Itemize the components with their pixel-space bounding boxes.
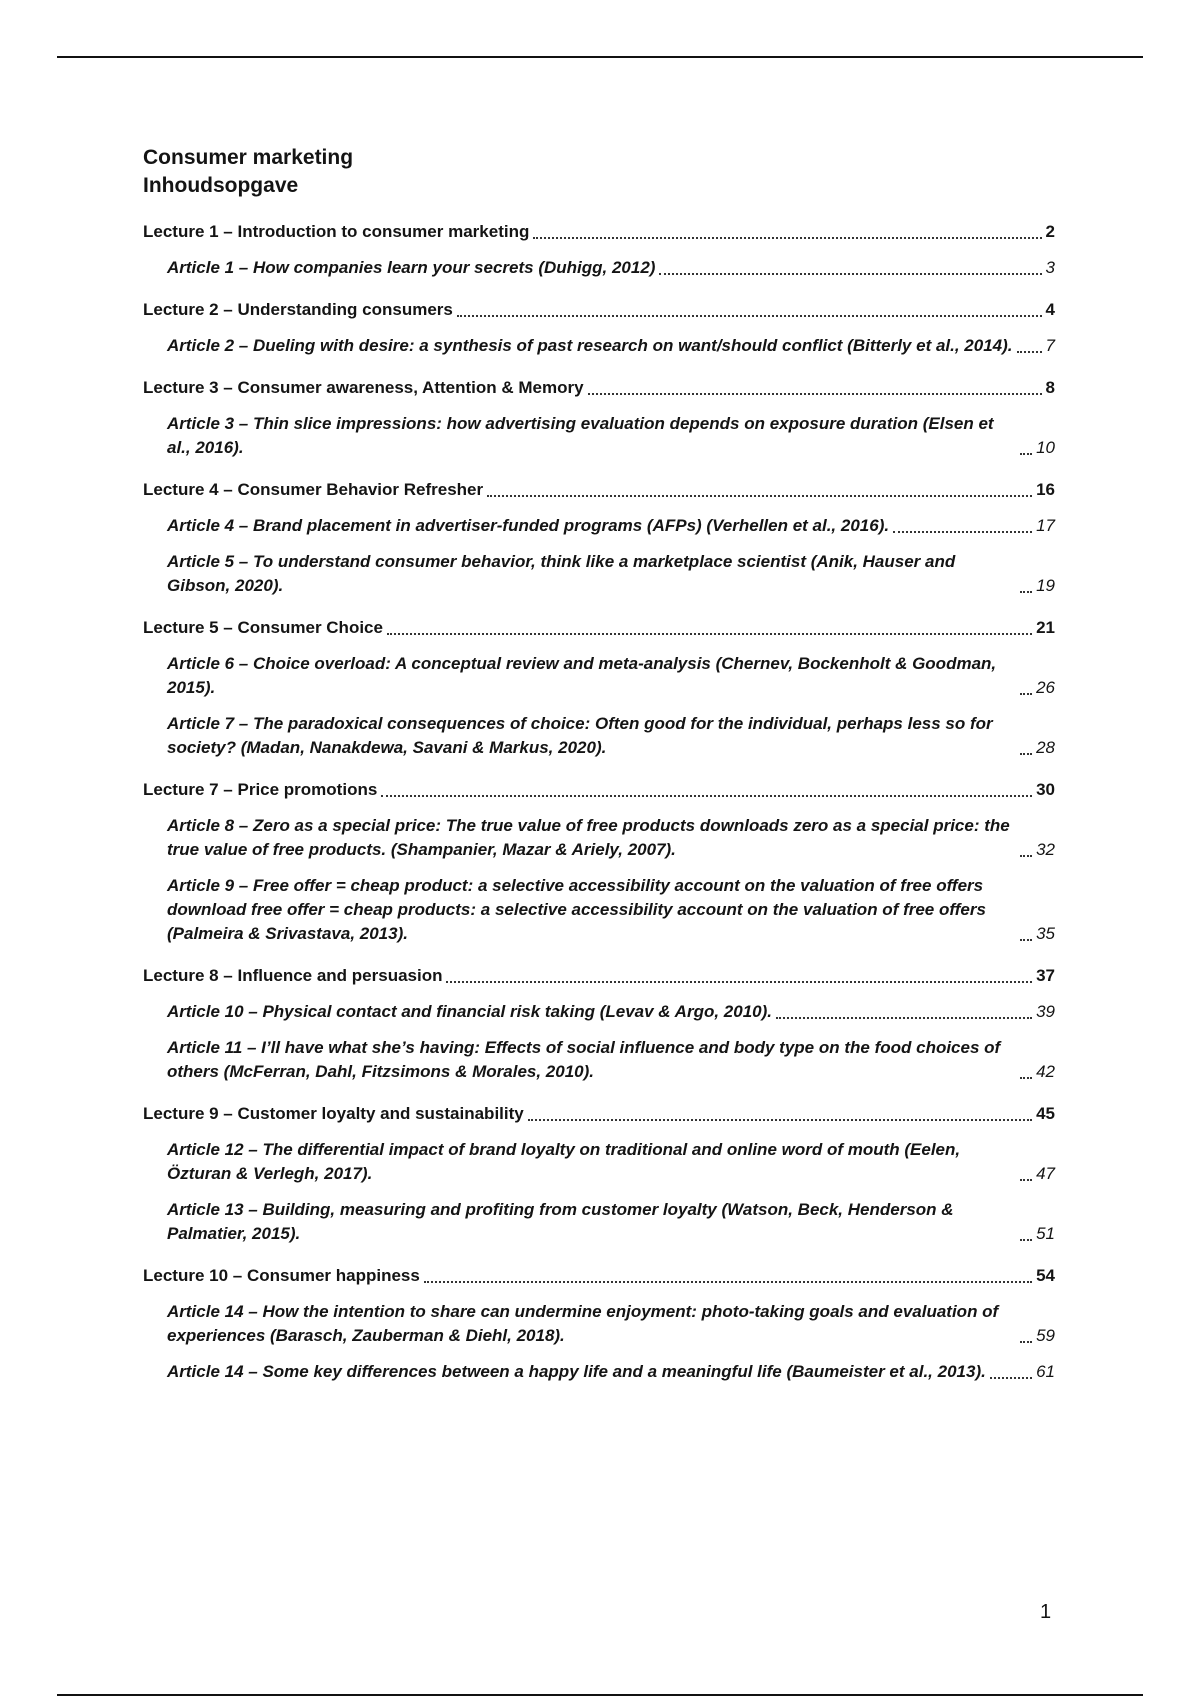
dot-leader [528,1119,1032,1121]
dot-leader [1017,351,1042,353]
toc-entry-title: Article 14 – Some key differences between a happy life and a meaningful life (Baumeister et al., 2013). [167,1362,986,1381]
toc-article-entry[interactable] [143,814,1055,862]
toc-entry-title: Lecture 1 – Introduction to consumer marketing [143,222,530,241]
dot-leader [487,495,1032,497]
toc-entry-title: Lecture 5 – Consumer Choice [143,618,383,637]
toc-lecture-entry[interactable] [143,616,1055,640]
toc-entry-page: 54 [1036,1266,1055,1285]
toc-article-entry[interactable] [143,1000,1055,1024]
toc-article-entry[interactable] [143,1360,1055,1384]
toc-entry-title: Article 2 – Dueling with desire: a synthesis of past research on want/should conflict (Bitterly et al., 2014). [167,336,1013,355]
toc-article-entry[interactable] [143,256,1055,280]
footer-rule [57,1694,1143,1696]
toc-entry-page: 42 [1036,1062,1055,1081]
toc-article-entry[interactable] [143,514,1055,538]
toc-entry-page: 26 [1036,678,1055,697]
dot-leader [1020,693,1032,695]
toc-entry-title: Article 12 – The differential impact of brand loyalty on traditional and online word of mouth (Eelen, Özturan & Verlegh, 2017). [167,1140,961,1183]
dot-leader [457,315,1042,317]
toc-heading: Inhoudsopgave [143,174,299,197]
toc-entry-page: 19 [1036,576,1055,595]
toc-entry-page: 21 [1036,618,1055,637]
toc-lecture-entry[interactable] [143,1264,1055,1288]
dot-leader [1020,939,1032,941]
toc-article-entry[interactable] [143,1300,1055,1348]
dot-leader [533,237,1041,239]
toc-entry-title: Lecture 10 – Consumer happiness [143,1266,420,1285]
toc-lecture-entry[interactable] [143,1102,1055,1126]
toc-entry-title: Lecture 3 – Consumer awareness, Attention & Memory [143,378,584,397]
toc-entry-page: 10 [1036,438,1055,457]
dot-leader [446,981,1032,983]
dot-leader [659,273,1041,275]
toc-lecture-entry[interactable] [143,964,1055,988]
toc-entry-title: Article 11 – I’ll have what she’s having: Effects of social influence and body type on the food choices of others (McFerran, Dahl, Fitzsimons & Morales, 2010). [167,1038,1001,1081]
toc-entry-title: Article 6 – Choice overload: A conceptual review and meta-analysis (Chernev, Bockenholt & Goodman, 2015). [167,654,997,697]
document-title: Consumer marketing [143,146,354,169]
toc-entry-page: 45 [1036,1104,1055,1123]
toc-lecture-entry[interactable] [143,478,1055,502]
toc-page [143,144,1055,1384]
page-number: 1 [1040,1601,1052,1623]
toc-entry-title: Article 9 – Free offer = cheap product: a selective accessibility account on the valuation of free offers download free offer = cheap products: a selective accessibility account on the valuation of free offers (Palmeira & Srivastava, 2013). [167,876,986,943]
toc-entry-page: 8 [1045,378,1055,397]
dot-leader [381,795,1032,797]
dot-leader [893,531,1032,533]
toc-entry-page: 4 [1045,300,1055,319]
toc-entry-page: 3 [1045,258,1055,277]
toc-entry-page: 35 [1036,924,1055,943]
dot-leader [1020,753,1032,755]
toc-entry-title: Article 1 – How companies learn your secrets (Duhigg, 2012) [167,258,656,277]
toc-entry-page: 51 [1036,1224,1055,1243]
toc-article-entry[interactable] [143,1138,1055,1186]
toc-entry-title: Article 3 – Thin slice impressions: how advertising evaluation depends on exposure duration (Elsen et al., 2016). [167,414,994,457]
toc-entry-page: 32 [1036,840,1055,859]
table-of-contents [143,220,1055,1384]
toc-entry-page: 39 [1036,1002,1055,1021]
dot-leader [1020,855,1032,857]
toc-lecture-entry[interactable] [143,778,1055,802]
toc-article-entry[interactable] [143,1198,1055,1246]
toc-lecture-entry[interactable] [143,298,1055,322]
toc-entry-title: Article 7 – The paradoxical consequences of choice: Often good for the individual, perhaps less so for society? (Madan, Nanakdewa, Savani & Markus, 2020). [167,714,993,757]
dot-leader [1020,1077,1032,1079]
toc-entry-page: 28 [1036,738,1055,757]
toc-entry-title: Lecture 2 – Understanding consumers [143,300,453,319]
dot-leader [387,633,1032,635]
dot-leader [1020,453,1032,455]
header-rule [57,56,1143,58]
toc-entry-page: 37 [1036,966,1055,985]
toc-article-entry[interactable] [143,874,1055,946]
toc-entry-title: Lecture 9 – Customer loyalty and sustainability [143,1104,524,1123]
dot-leader [424,1281,1032,1283]
toc-entry-page: 17 [1036,516,1055,535]
toc-entry-page: 47 [1036,1164,1055,1183]
toc-entry-page: 7 [1045,336,1055,355]
toc-entry-title: Article 5 – To understand consumer behavior, think like a marketplace scientist (Anik, Hauser and Gibson, 2020). [167,552,956,595]
dot-leader [1020,1341,1032,1343]
dot-leader [990,1377,1032,1379]
toc-article-entry[interactable] [143,412,1055,460]
toc-entry-title: Lecture 8 – Influence and persuasion [143,966,443,985]
toc-lecture-entry[interactable] [143,220,1055,244]
toc-entry-title: Article 10 – Physical contact and financial risk taking (Levav & Argo, 2010). [167,1002,772,1021]
toc-entry-page: 59 [1036,1326,1055,1345]
dot-leader [1020,1239,1032,1241]
dot-leader [1020,1179,1032,1181]
dot-leader [1020,591,1032,593]
toc-article-entry[interactable] [143,712,1055,760]
dot-leader [588,393,1042,395]
toc-entry-title: Article 13 – Building, measuring and profiting from customer loyalty (Watson, Beck, Henderson & Palmatier, 2015). [167,1200,954,1243]
toc-entry-page: 61 [1036,1362,1055,1381]
toc-entry-page: 16 [1036,480,1055,499]
toc-entry-title: Lecture 7 – Price promotions [143,780,378,799]
toc-article-entry[interactable] [143,1036,1055,1084]
toc-article-entry[interactable] [143,550,1055,598]
toc-entry-page: 2 [1045,222,1055,241]
toc-entry-title: Article 4 – Brand placement in advertiser-funded programs (AFPs) (Verhellen et al., 2016). [167,516,890,535]
toc-entry-page: 30 [1036,780,1055,799]
toc-entry-title: Article 8 – Zero as a special price: The true value of free products downloads zero as a special price: the true value of free products. (Shampanier, Mazar & Ariely, 2007). [167,816,1010,859]
toc-article-entry[interactable] [143,652,1055,700]
toc-lecture-entry[interactable] [143,376,1055,400]
dot-leader [776,1017,1032,1019]
toc-article-entry[interactable] [143,334,1055,358]
toc-entry-title: Article 14 – How the intention to share can undermine enjoyment: photo-taking goals and evaluation of experiences (Barasch, Zauberman & Diehl, 2018). [167,1302,999,1345]
toc-entry-title: Lecture 4 – Consumer Behavior Refresher [143,480,484,499]
